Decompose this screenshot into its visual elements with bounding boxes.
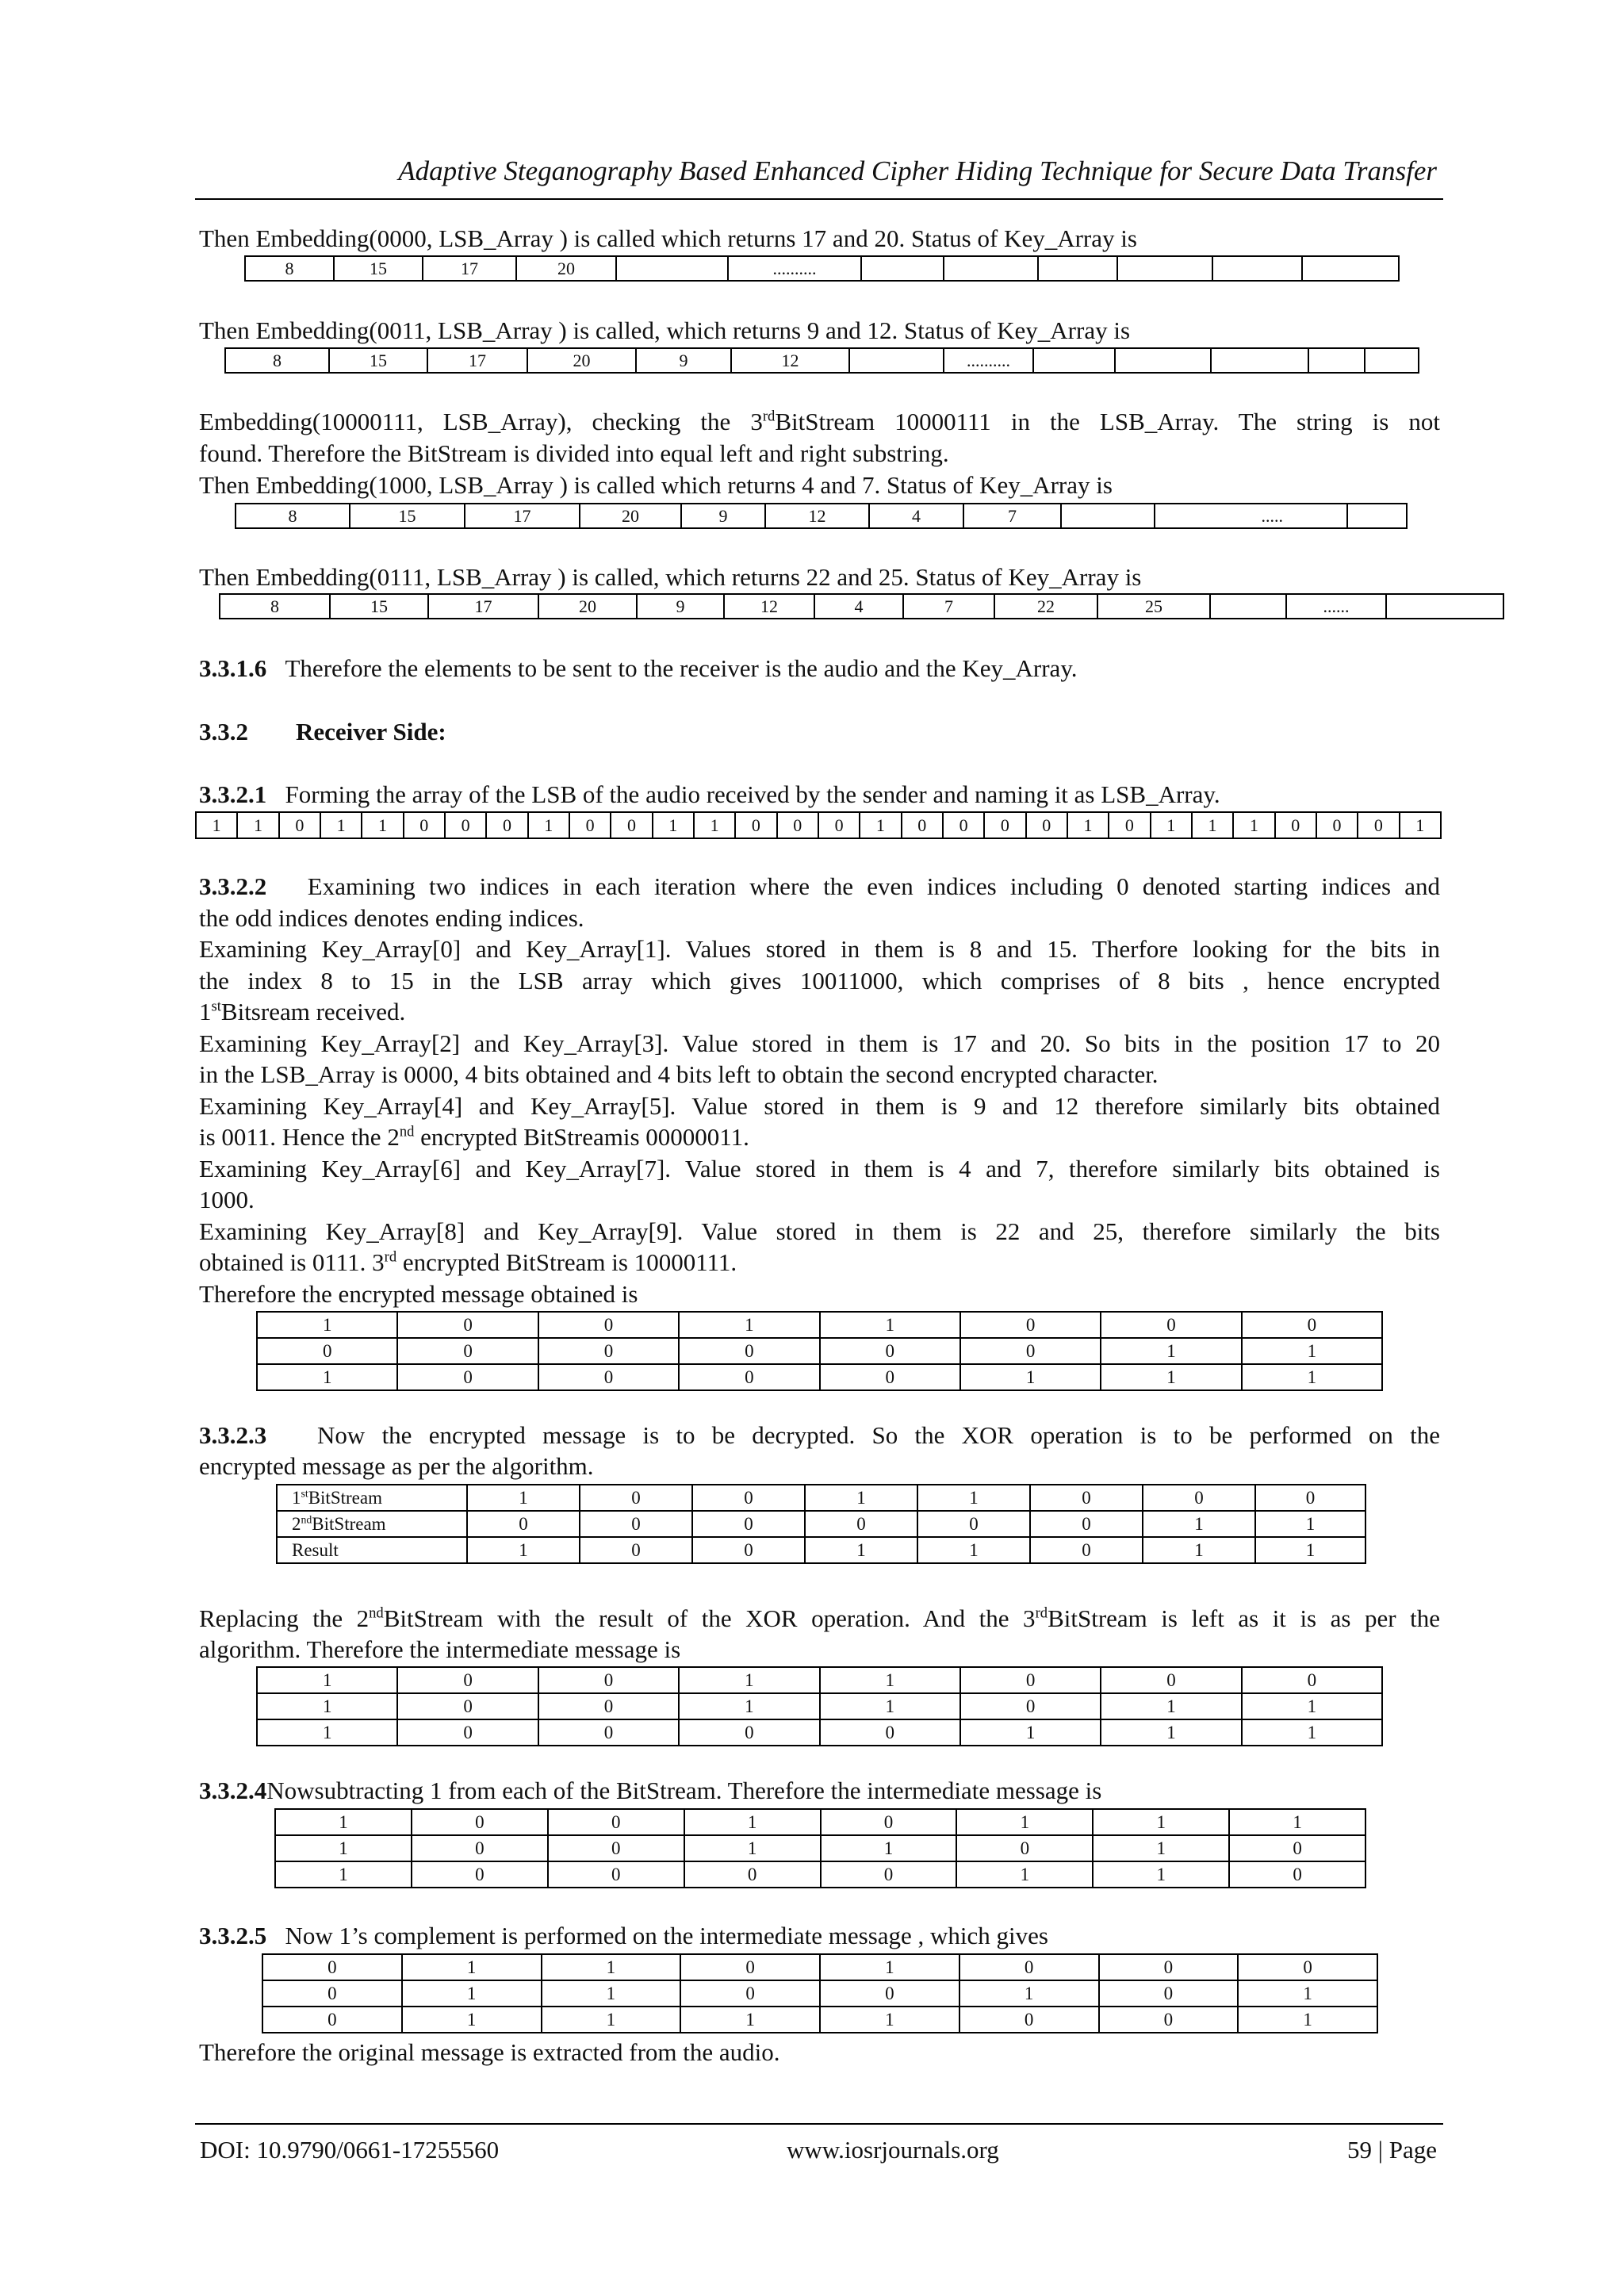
table-cell: 1: [362, 812, 403, 838]
table-cell: 1: [956, 1861, 1093, 1888]
table-cell: [1061, 504, 1155, 528]
table-row: [277, 1537, 1365, 1563]
lsb-array-table: [195, 811, 1442, 839]
paragraph: 1000.: [199, 1186, 255, 1213]
table-cell: 1: [956, 1809, 1093, 1835]
table-cell: 1: [684, 1809, 821, 1835]
table-cell: 0: [1316, 812, 1358, 838]
table-cell: 1: [1093, 1835, 1229, 1861]
table-cell: 1: [275, 1835, 412, 1861]
table-cell: 0: [397, 1693, 538, 1719]
table-cell: [1365, 348, 1419, 373]
table-cell: [616, 256, 728, 281]
table-cell: 0: [548, 1861, 684, 1888]
table-cell: 0: [1255, 1485, 1365, 1511]
table-cell: 20: [516, 256, 616, 281]
table-cell: 1: [1229, 1809, 1365, 1835]
table-cell: 20: [527, 348, 636, 373]
table-cell: 1: [917, 1537, 1030, 1563]
table-cell: 0: [959, 2007, 1099, 2033]
table-row: [236, 504, 1407, 528]
table-row: [257, 1364, 1382, 1390]
table-cell: 1: [1101, 1364, 1241, 1390]
table-cell: 0: [445, 812, 486, 838]
table-cell: 0: [580, 1511, 692, 1537]
table-cell: 0: [397, 1338, 538, 1364]
table-row: [257, 1693, 1382, 1719]
table-cell: 0: [611, 812, 652, 838]
table-cell: 1: [960, 1364, 1101, 1390]
table-cell: 0: [1026, 812, 1067, 838]
table-row: [257, 1338, 1382, 1364]
table-cell: [1117, 256, 1212, 281]
paragraph: is 0011. Hence the 2nd encrypted BitStreamis 00000011.: [199, 1123, 749, 1151]
table-cell: 0: [679, 1338, 819, 1364]
table-cell: 15: [334, 256, 423, 281]
table-cell: 1: [679, 1312, 819, 1338]
key-array-table-3: [235, 503, 1408, 529]
table-cell: 0: [1109, 812, 1150, 838]
table-cell: 0: [917, 1511, 1030, 1537]
table-cell: 1: [1143, 1537, 1255, 1563]
table-cell: 1: [805, 1537, 917, 1563]
table-cell: 20: [580, 504, 681, 528]
table-cell: 1: [820, 1667, 960, 1693]
paragraph: Therefore the original message is extracted from the audio.: [199, 2038, 780, 2066]
paragraph: algorithm. Therefore the intermediate message is: [199, 1635, 681, 1663]
table-cell: 0: [960, 1312, 1101, 1338]
table-cell: [1386, 594, 1503, 619]
table-cell: 1: [820, 1693, 960, 1719]
row-label: 2ndBitStream: [277, 1511, 467, 1537]
section-3316: 3.3.1.6 Therefore the elements to be sent to the receiver is the audio and the Key_Array.: [199, 654, 1078, 682]
section-3321: 3.3.2.1 Forming the array of the LSB of the audio received by the sender and naming it as LSB_Array.: [199, 780, 1220, 808]
table-cell: 1: [960, 1719, 1101, 1746]
footer-website: www.iosrjournals.org: [787, 2136, 999, 2164]
table-cell: 0: [1229, 1835, 1365, 1861]
table-cell: 0: [538, 1719, 679, 1746]
table-cell: 0: [1242, 1667, 1382, 1693]
paragraph: Examining Key_Array[8] and Key_Array[9]. Value stored in them is 22 and 25, therefore similarly the bits: [199, 1217, 1440, 1245]
table-cell: 8: [220, 594, 330, 619]
table-cell: 0: [820, 1719, 960, 1746]
table-cell: 0: [805, 1511, 917, 1537]
paragraph: Therefore the encrypted message obtained is: [199, 1280, 638, 1308]
table-cell: 0: [821, 1861, 957, 1888]
table-cell: 0: [412, 1809, 548, 1835]
table-cell: 9: [637, 594, 724, 619]
table-cell: 0: [538, 1364, 679, 1390]
table-cell: 1: [1101, 1693, 1241, 1719]
table-cell: 17: [423, 256, 516, 281]
table-row: [220, 594, 1503, 619]
table-cell: 1: [1093, 1809, 1229, 1835]
table-cell: 1: [959, 1980, 1099, 2007]
table-cell: 0: [580, 1485, 692, 1511]
table-row: [257, 1312, 1382, 1338]
table-cell: .....: [1155, 504, 1347, 528]
intermediate-message-table-2: [274, 1808, 1366, 1888]
table-cell: 8: [236, 504, 350, 528]
table-cell: 12: [731, 348, 849, 373]
table-cell: 0: [538, 1312, 679, 1338]
table-cell: 1: [1238, 2007, 1377, 2033]
table-cell: 17: [465, 504, 580, 528]
table-cell: [1308, 348, 1365, 373]
table-cell: 0: [412, 1835, 548, 1861]
table-cell: 0: [538, 1338, 679, 1364]
table-cell: 1: [820, 2007, 959, 2033]
table-row: [225, 348, 1419, 373]
table-cell: 0: [960, 1667, 1101, 1693]
table-cell: [1210, 594, 1286, 619]
table-cell: 1: [257, 1667, 397, 1693]
table-row: [277, 1511, 1365, 1537]
table-row: [277, 1485, 1365, 1511]
table-cell: 1: [1192, 812, 1233, 838]
table-cell: 1: [820, 1954, 959, 1980]
table-row: [245, 256, 1399, 281]
table-cell: 0: [1099, 1980, 1239, 2007]
table-cell: 17: [427, 348, 527, 373]
table-cell: 0: [1099, 2007, 1239, 2033]
table-cell: 0: [1238, 1954, 1377, 1980]
footer-page-number: 59 | Page: [1347, 2136, 1437, 2164]
section-3324: 3.3.2.4Nowsubtracting 1 from each of the BitStream. Therefore the intermediate message is: [199, 1777, 1102, 1804]
table-cell: 1: [542, 2007, 681, 2033]
table-cell: 22: [994, 594, 1097, 619]
table-cell: 0: [902, 812, 943, 838]
paragraph: 3.3.2.2 Examining two indices in each iteration where the even indices including 0 denoted starting indices and: [199, 872, 1441, 900]
table-row: [275, 1835, 1365, 1861]
table-cell: 1: [1400, 812, 1441, 838]
table-cell: 7: [903, 594, 994, 619]
table-cell: 8: [245, 256, 334, 281]
table-cell: 0: [1030, 1511, 1143, 1537]
table-cell: [861, 256, 944, 281]
table-cell: 0: [1030, 1485, 1143, 1511]
table-cell: 0: [984, 812, 1025, 838]
table-cell: 1: [257, 1312, 397, 1338]
table-cell: 17: [428, 594, 538, 619]
table-cell: 0: [1242, 1312, 1382, 1338]
encrypted-message-table: [256, 1311, 1383, 1391]
table-cell: 0: [257, 1338, 397, 1364]
paragraph: Examining Key_Array[0] and Key_Array[1]. Values stored in them is 8 and 15. Therfore looking for the bits in: [199, 935, 1440, 963]
table-cell: 1: [402, 2007, 542, 2033]
table-cell: 1: [1101, 1719, 1241, 1746]
table-cell: 0: [548, 1835, 684, 1861]
table-cell: 0: [1275, 812, 1316, 838]
table-cell: 0: [467, 1511, 580, 1537]
row-label: 1stBitStream: [277, 1485, 467, 1511]
row-label: Result: [277, 1537, 467, 1563]
key-array-table-2: [224, 347, 1419, 374]
table-cell: 9: [681, 504, 765, 528]
table-cell: 0: [943, 812, 984, 838]
table-cell: 1: [1242, 1693, 1382, 1719]
paragraph: Embedding(10000111, LSB_Array), checking the 3rdBitStream 10000111 in the LSB_Array. The string is not: [199, 408, 1440, 435]
table-cell: 1: [467, 1485, 580, 1511]
paragraph: the odd indices denotes ending indices.: [199, 904, 584, 932]
table-cell: 1: [1238, 1980, 1377, 2007]
table-cell: 0: [679, 1719, 819, 1746]
table-cell: 0: [692, 1511, 805, 1537]
paragraph: Examining Key_Array[2] and Key_Array[3]. Value stored in them is 17 and 20. So bits in the position 17 to 20: [199, 1029, 1440, 1057]
table-row: [262, 1980, 1377, 2007]
table-cell: 1: [1242, 1338, 1382, 1364]
table-cell: 0: [680, 1954, 820, 1980]
header-title: Adaptive Steganography Based Enhanced Cipher Hiding Technique for Secure Data Transfer: [398, 155, 1437, 186]
table-cell: [1033, 348, 1115, 373]
table-cell: 1: [860, 812, 901, 838]
table-cell: 1: [917, 1485, 1030, 1511]
section-3325: 3.3.2.5 Now 1’s complement is performed on the intermediate message , which gives: [199, 1922, 1048, 1949]
table-cell: 0: [397, 1312, 538, 1338]
table-cell: 1: [1067, 812, 1109, 838]
table-cell: 7: [963, 504, 1061, 528]
table-cell: 12: [724, 594, 814, 619]
table-cell: 1: [257, 1693, 397, 1719]
table-cell: 0: [692, 1537, 805, 1563]
key-array-table-4: [219, 593, 1504, 619]
table-cell: 0: [397, 1667, 538, 1693]
paragraph: in the LSB_Array is 0000, 4 bits obtained and 4 bits left to obtain the second encrypted character.: [199, 1060, 1159, 1088]
table-row: [262, 2007, 1377, 2033]
table-cell: 0: [959, 1954, 1099, 1980]
section-heading: 3.3.2 Receiver Side:: [199, 718, 446, 746]
key-array-table-1: [244, 255, 1400, 282]
table-cell: 1: [679, 1667, 819, 1693]
table-cell: 0: [1030, 1537, 1143, 1563]
table-cell: 12: [765, 504, 869, 528]
table-cell: 1: [1242, 1719, 1382, 1746]
table-row: [196, 812, 1441, 838]
table-cell: 0: [580, 1537, 692, 1563]
table-cell: 0: [956, 1835, 1093, 1861]
table-cell: [944, 256, 1038, 281]
paragraph: Examining Key_Array[4] and Key_Array[5]. Value stored in them is 9 and 12 therefore similarly bits obtained: [199, 1092, 1440, 1120]
table-cell: 1: [694, 812, 735, 838]
table-cell: 0: [1101, 1667, 1241, 1693]
table-cell: 1: [820, 1312, 960, 1338]
table-cell: 1: [402, 1980, 542, 2007]
table-cell: 25: [1097, 594, 1210, 619]
table-cell: 1: [1101, 1338, 1241, 1364]
table-cell: ..........: [728, 256, 861, 281]
paragraph: Replacing the 2ndBitStream with the result of the XOR operation. And the 3rdBitStream is left as it is as per the: [199, 1604, 1440, 1632]
table-cell: 0: [569, 812, 611, 838]
table-cell: 0: [412, 1861, 548, 1888]
table-cell: 1: [684, 1835, 821, 1861]
running-header: [195, 152, 1443, 200]
paragraph: Then Embedding(0111, LSB_Array ) is called, which returns 22 and 25. Status of Key_Array is: [199, 563, 1142, 591]
page-footer: [195, 2123, 1443, 2172]
table-cell: [1347, 504, 1407, 528]
table-cell: 1: [653, 812, 694, 838]
table-cell: 1: [257, 1364, 397, 1390]
table-cell: 1: [542, 1980, 681, 2007]
table-cell: 0: [397, 1719, 538, 1746]
table-cell: 0: [262, 1954, 402, 1980]
table-row: [257, 1667, 1382, 1693]
table-cell: [1302, 256, 1399, 281]
table-row: [275, 1861, 1365, 1888]
table-cell: 0: [1099, 1954, 1239, 1980]
table-cell: 0: [538, 1693, 679, 1719]
table-cell: 1: [467, 1537, 580, 1563]
table-cell: 20: [538, 594, 637, 619]
table-cell: 4: [814, 594, 903, 619]
table-row: [257, 1719, 1382, 1746]
table-cell: 1: [275, 1861, 412, 1888]
table-cell: 0: [820, 1338, 960, 1364]
original-message-table: [262, 1953, 1378, 2033]
table-cell: 1: [1242, 1364, 1382, 1390]
table-cell: 0: [397, 1364, 538, 1390]
paragraph: 3.3.2.3 Now the encrypted message is to be decrypted. So the XOR operation is to be performed on the: [199, 1421, 1440, 1449]
table-cell: 1: [275, 1809, 412, 1835]
table-cell: 4: [869, 504, 963, 528]
table-cell: 0: [820, 1980, 959, 2007]
table-cell: 0: [960, 1338, 1101, 1364]
table-cell: 1: [1093, 1861, 1229, 1888]
table-cell: 1: [542, 1954, 681, 1980]
table-cell: 0: [679, 1364, 819, 1390]
table-cell: [849, 348, 944, 373]
table-cell: 0: [818, 812, 860, 838]
table-cell: 1: [402, 1954, 542, 1980]
table-cell: 0: [1229, 1861, 1365, 1888]
table-cell: 15: [350, 504, 465, 528]
table-cell: 0: [548, 1809, 684, 1835]
paragraph: Examining Key_Array[6] and Key_Array[7]. Value stored in them is 4 and 7, therefore similarly bits obtained is: [199, 1155, 1440, 1182]
table-cell: 0: [1143, 1485, 1255, 1511]
paragraph: the index 8 to 15 in the LSB array which gives 10011000, which comprises of 8 bits , hence encrypted: [199, 967, 1440, 995]
table-cell: 1: [1255, 1511, 1365, 1537]
table-cell: 1: [320, 812, 362, 838]
table-cell: 0: [262, 1980, 402, 2007]
footer-doi: DOI: 10.9790/0661-17255560: [200, 2136, 500, 2164]
table-cell: 0: [821, 1809, 957, 1835]
table-cell: 1: [679, 1693, 819, 1719]
paragraph: Then Embedding(0011, LSB_Array ) is called, which returns 9 and 12. Status of Key_Array is: [199, 316, 1131, 344]
table-cell: 9: [636, 348, 731, 373]
xor-table: [276, 1484, 1366, 1564]
table-cell: [1212, 256, 1302, 281]
table-cell: ..........: [944, 348, 1033, 373]
paragraph: Then Embedding(0000, LSB_Array ) is called which returns 17 and 20. Status of Key_Array is: [199, 224, 1137, 252]
paragraph: Then Embedding(1000, LSB_Array ) is called which returns 4 and 7. Status of Key_Array is: [199, 471, 1113, 499]
table-row: [275, 1809, 1365, 1835]
table-cell: 0: [538, 1667, 679, 1693]
table-cell: 0: [684, 1861, 821, 1888]
table-cell: 1: [821, 1835, 957, 1861]
table-cell: 1: [1255, 1537, 1365, 1563]
paragraph: 1stBitsream received.: [199, 998, 406, 1025]
table-row: [262, 1954, 1377, 1980]
table-cell: 15: [330, 594, 428, 619]
table-cell: 0: [680, 1980, 820, 2007]
table-cell: 1: [528, 812, 569, 838]
table-cell: 0: [1101, 1312, 1241, 1338]
table-cell: 1: [1151, 812, 1192, 838]
table-cell: [1038, 256, 1117, 281]
table-cell: 0: [735, 812, 776, 838]
table-cell: 8: [225, 348, 329, 373]
paragraph: found. Therefore the BitStream is divided into equal left and right substring.: [199, 439, 949, 467]
table-cell: 0: [1358, 812, 1399, 838]
table-cell: 1: [1143, 1511, 1255, 1537]
intermediate-message-table-1: [256, 1666, 1383, 1746]
table-cell: [1115, 348, 1211, 373]
table-cell: 1: [237, 812, 278, 838]
table-cell: 0: [404, 812, 445, 838]
table-cell: 0: [777, 812, 818, 838]
paragraph: encrypted message as per the algorithm.: [199, 1452, 594, 1480]
table-cell: 0: [262, 2007, 402, 2033]
table-cell: 1: [1233, 812, 1274, 838]
table-cell: 1: [680, 2007, 820, 2033]
table-cell: 0: [279, 812, 320, 838]
table-cell: 0: [820, 1364, 960, 1390]
table-cell: 0: [486, 812, 527, 838]
table-cell: 1: [805, 1485, 917, 1511]
table-cell: 0: [960, 1693, 1101, 1719]
paragraph: obtained is 0111. 3rd encrypted BitStream is 10000111.: [199, 1248, 737, 1276]
table-cell: [1211, 348, 1308, 373]
table-cell: 1: [257, 1719, 397, 1746]
table-cell: ......: [1286, 594, 1386, 619]
table-cell: 1: [196, 812, 237, 838]
table-cell: 0: [692, 1485, 805, 1511]
table-cell: 15: [329, 348, 427, 373]
